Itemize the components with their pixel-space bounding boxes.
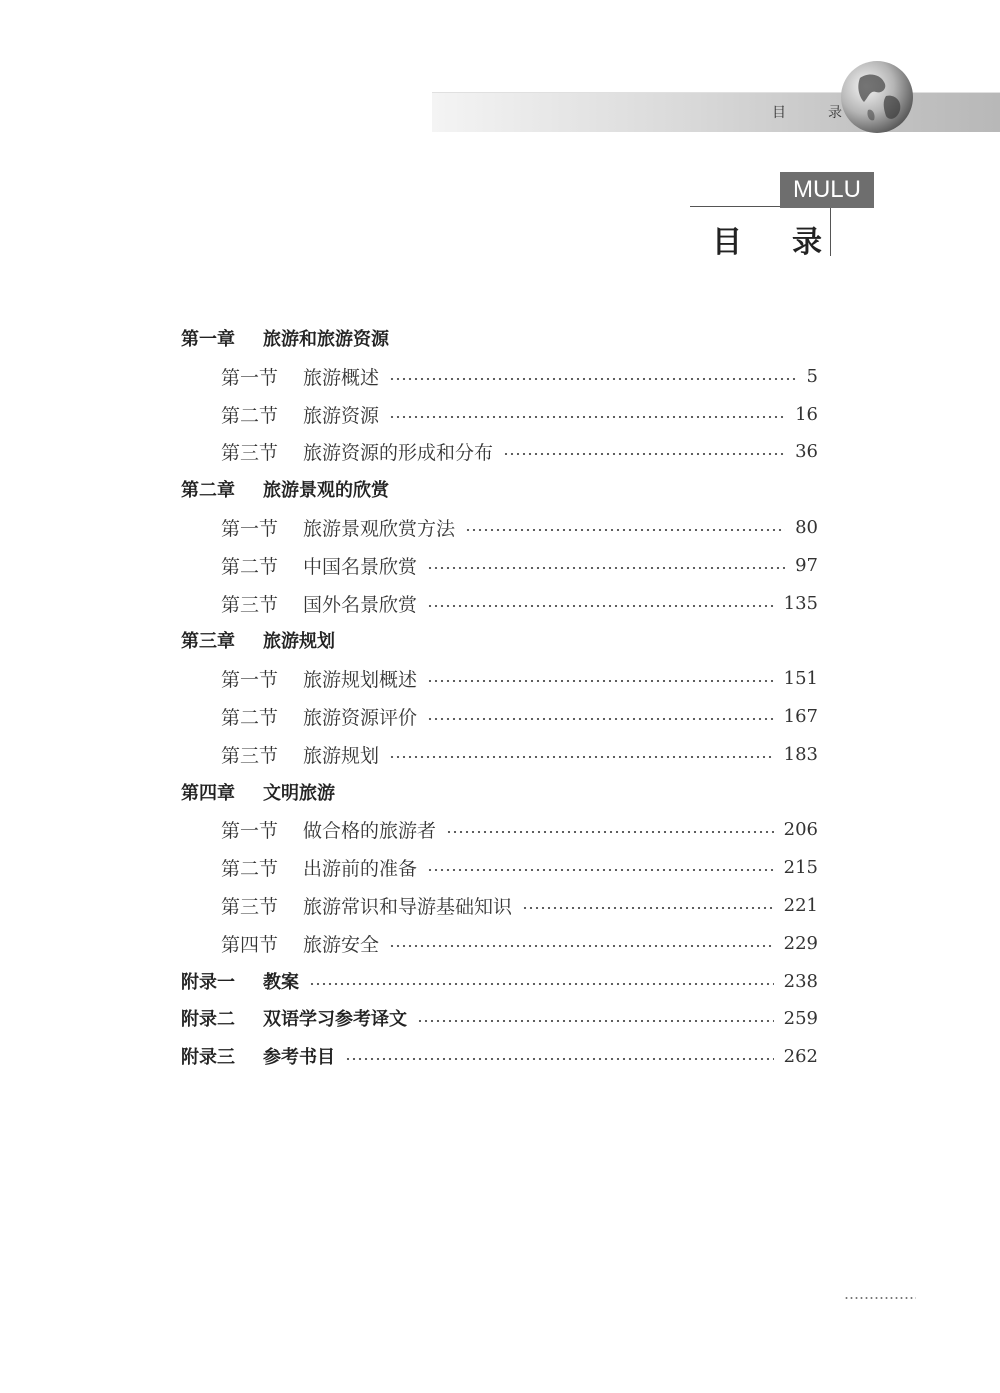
toc-page-number: 36 [795,440,818,462]
toc-entry-label: 附录三 [181,1047,235,1068]
toc-entry-title: 旅游和旅游资源 [263,329,389,350]
toc-chapter-row[interactable] [181,625,818,655]
toc-chapter-row[interactable] [181,1003,818,1033]
toc-entry-label: 第三节 [221,441,279,464]
toc-page-number: 262 [783,1045,818,1067]
toc-entry-title: 教案 [263,972,299,993]
toc-leader-dots [446,831,774,833]
toc-entry-label: 第三章 [181,631,235,652]
toc-entry-label: 第三节 [221,593,279,616]
toc-leader-dots [427,869,774,871]
toc-entry-label: 第三节 [221,744,279,767]
toc-page-number: 215 [783,856,818,878]
toc-chapter-row[interactable] [181,323,818,353]
mulu-tag: MULU [780,172,874,208]
toc-entry-title: 出游前的准备 [303,857,418,880]
toc-entry-label: 第四节 [221,933,279,956]
toc-page-number: 5 [806,365,818,387]
toc-page-number: 97 [795,554,818,576]
toc-chapter-row[interactable] [181,777,818,807]
toc-entry-title: 旅游规划概述 [303,668,418,691]
toc-entry-title: 旅游规划 [263,631,335,652]
toc-leader-dots [427,605,774,607]
toc-entry-title: 做合格的旅游者 [303,819,437,842]
toc-page-number: 151 [783,667,818,689]
toc-entry-label: 第二节 [221,404,279,427]
toc-entry-title: 旅游常识和导游基础知识 [303,895,513,918]
toc-leader-dots [389,378,797,380]
toc-page-number: 167 [783,705,818,727]
toc-entry-title: 文明旅游 [263,783,335,804]
toc-leader-dots [465,529,785,531]
toc-page-number: 183 [783,743,818,765]
footer-dotted-rule [844,1297,916,1299]
toc-leader-dots [389,945,774,947]
toc-page-number: 16 [795,403,818,425]
toc-section-row[interactable] [221,512,818,542]
toc-leader-dots [503,453,785,455]
toc-section-row[interactable] [221,588,818,618]
toc-leader-dots [427,718,774,720]
toc-entry-label: 附录一 [181,972,235,993]
toc-entry-title: 旅游资源评价 [303,706,418,729]
toc-entry-label: 第二章 [181,480,235,501]
toc-entry-title: 双语学习参考译文 [263,1009,407,1030]
toc-page-number: 135 [783,592,818,614]
toc-chapter-row[interactable] [181,1041,818,1071]
page-title-right: 录 [792,225,822,260]
toc-entry-label: 第一节 [221,819,279,842]
toc-page-number: 206 [783,818,818,840]
toc-entry-title: 旅游资源的形成和分布 [303,441,494,464]
toc-entry-title: 旅游概述 [303,366,380,389]
toc-entry-label: 第一章 [181,329,235,350]
toc-entry-title: 旅游景观欣赏方法 [303,517,456,540]
toc-chapter-row[interactable] [181,966,818,996]
toc-entry-label: 附录二 [181,1009,235,1030]
toc-entry-title: 国外名景欣赏 [303,593,418,616]
toc-leader-dots [522,907,774,909]
toc-page-number: 229 [783,932,818,954]
toc-entry-title: 参考书目 [263,1047,335,1068]
toc-section-row[interactable] [221,814,818,844]
toc-entry-label: 第一节 [221,668,279,691]
toc-leader-dots [389,756,774,758]
toc-entry-title: 旅游资源 [303,404,380,427]
toc-page-number: 259 [783,1007,818,1029]
toc-leader-dots [309,983,774,985]
toc-entry-label: 第一节 [221,517,279,540]
toc-entry-title: 旅游安全 [303,933,380,956]
toc-leader-dots [417,1020,774,1022]
toc-entry-label: 第二节 [221,706,279,729]
toc-entry-label: 第二节 [221,857,279,880]
toc-page-number: 80 [795,516,818,538]
toc-page-number: 238 [783,970,818,992]
toc-section-row[interactable] [221,701,818,731]
toc-section-row[interactable] [221,663,818,693]
toc-leader-dots [427,567,785,569]
toc-chapter-row[interactable] [181,474,818,504]
toc-entry-title: 中国名景欣赏 [303,555,418,578]
toc-section-row[interactable] [221,852,818,882]
toc-section-row[interactable] [221,550,818,580]
header-label-right: 录 [828,105,842,121]
toc-entry-label: 第二节 [221,555,279,578]
toc-leader-dots [345,1058,774,1060]
page-title-left: 目 [712,225,742,260]
toc-entry-label: 第三节 [221,895,279,918]
toc-entry-label: 第一节 [221,366,279,389]
toc-entry-label: 第四章 [181,783,235,804]
toc-section-row[interactable] [221,361,818,391]
toc-section-row[interactable] [221,739,818,769]
toc-section-row[interactable] [221,436,818,466]
toc-section-row[interactable] [221,890,818,920]
toc-leader-dots [389,416,785,418]
toc-leader-dots [427,680,774,682]
header-label-left: 目 [772,105,786,121]
toc-page-number: 221 [783,894,818,916]
toc-entry-title: 旅游景观的欣赏 [263,480,389,501]
toc-entry-title: 旅游规划 [303,744,380,767]
toc-section-row[interactable] [221,928,818,958]
toc-section-row[interactable] [221,399,818,429]
